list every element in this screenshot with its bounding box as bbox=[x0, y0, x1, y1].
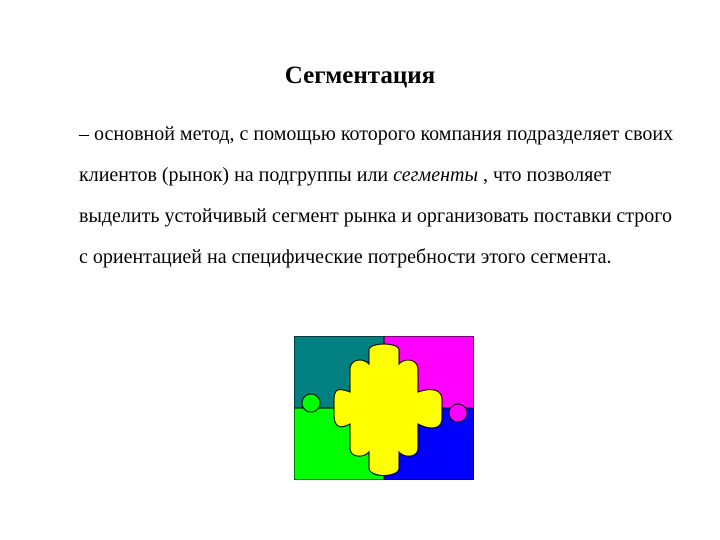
definition-tail: , что позволяет выделить устойчивый сегмент рынка и организовать поставки строго с ориентацией на специфические потребности этого сегмента. bbox=[79, 164, 672, 268]
slide-title: Сегментация bbox=[284, 62, 436, 89]
puzzle-knob-left bbox=[302, 394, 320, 412]
puzzle-knob-right bbox=[449, 404, 467, 422]
puzzle-pieces-icon bbox=[294, 336, 474, 480]
definition-term: сегменты bbox=[393, 164, 478, 186]
definition-lead: – основной метод, с помощью которого компания подразделяет своих клиентов (рынок) на подгруппы или bbox=[79, 123, 674, 186]
definition-paragraph bbox=[79, 114, 679, 278]
